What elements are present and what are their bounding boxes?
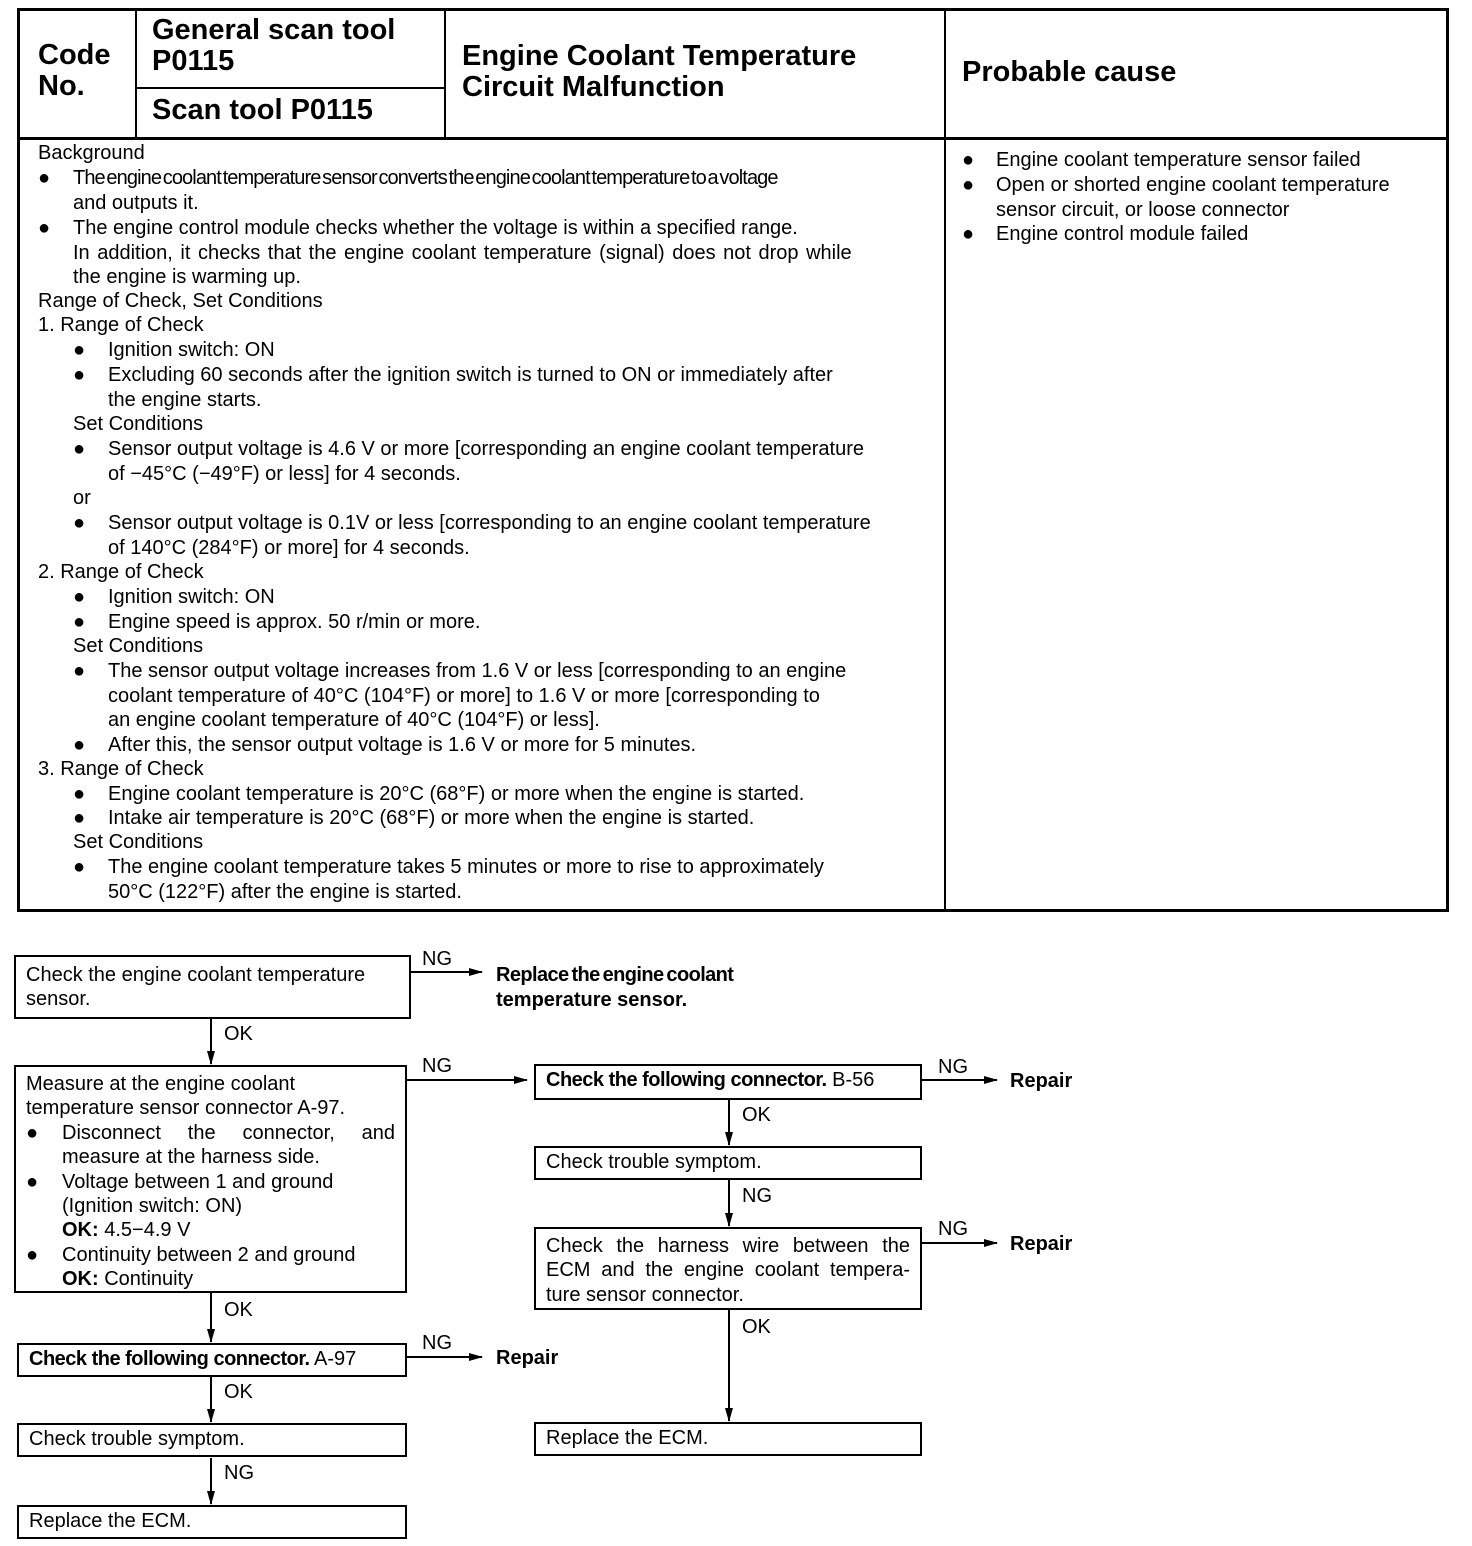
step-check-trouble-symptom: Check trouble symptom. — [17, 1423, 407, 1457]
range-2-set-conditions: Set Conditions — [73, 635, 204, 657]
bullet: ● — [73, 856, 86, 878]
bullet: ● — [73, 734, 86, 756]
range-2-item-2: Engine speed is approx. 50 r/min or more. — [108, 611, 481, 633]
ok-label: OK — [224, 1299, 253, 1321]
bullet: ● — [38, 167, 51, 189]
bullet: ● — [73, 364, 86, 386]
step-replace-ecm: Replace the ECM. — [17, 1505, 407, 1539]
step-check-connector-a97: Check the following connector. A-97 — [17, 1343, 407, 1377]
bullet: ● — [73, 512, 86, 534]
probable-cause-heading: Probable cause — [962, 56, 1177, 88]
bullet: ● — [26, 1243, 39, 1266]
range-1-condition-2: Sensor output voltage is 0.1V or less [corresponding to an engine coolant temperature of 140°C (284°F) or more] for 4 seconds. — [108, 512, 871, 559]
range-1-item-1: Ignition switch: ON — [108, 339, 275, 361]
bullet: ● — [38, 217, 51, 239]
measure-item-3: ● Continuity between 2 and ground OK: Continuity — [26, 1243, 395, 1292]
ng-label: NG — [742, 1185, 772, 1207]
bullet: ● — [26, 1121, 39, 1144]
result-repair: Repair — [496, 1347, 559, 1369]
cause-item-2: Open or shorted engine coolant temperature sensor circuit, or loose connector — [996, 174, 1390, 221]
ng-label: NG — [422, 948, 452, 970]
bullet: ● — [26, 1170, 39, 1193]
bullet: ● — [962, 149, 975, 171]
ng-label: NG — [224, 1462, 254, 1484]
step-replace-ecm-right: Replace the ECM. — [534, 1422, 922, 1456]
range-3-set-conditions: Set Conditions — [73, 831, 204, 853]
step-check-trouble-symptom-right: Check trouble symptom. — [534, 1146, 922, 1180]
step-check-sensor: Check the engine coolant temperature sensor. — [14, 955, 411, 1019]
bullet: ● — [73, 807, 86, 829]
range-3-title: 3. Range of Check — [38, 758, 204, 780]
cause-item-3: Engine control module failed — [996, 223, 1249, 245]
result-repair: Repair — [1010, 1233, 1073, 1255]
scan-tool-code: Scan tool P0115 — [152, 94, 373, 126]
ok-label: OK — [742, 1104, 771, 1126]
step-check-harness-wire: Check the harness wire between the ECM and the engine coolant tempera- ture sensor connector. — [534, 1227, 922, 1310]
bullet: ● — [73, 339, 86, 361]
step-check-connector-b56: Check the following connector. B-56 — [534, 1064, 922, 1100]
range-2-item-1: Ignition switch: ON — [108, 586, 275, 608]
range-2-title: 2. Range of Check — [38, 561, 204, 583]
continuity-spec: OK: Continuity — [62, 1268, 194, 1291]
measure-item-1: ● Disconnect the connector, and measure at the harness side. — [26, 1121, 395, 1169]
bullet: ● — [73, 783, 86, 805]
measure-item-2: ● Voltage between 1 and ground (Ignition switch: ON) OK: 4.5−4.9 V — [26, 1170, 395, 1243]
range-1-item-2: Excluding 60 seconds after the ignition switch is turned to ON or immediately after the engine starts. — [108, 364, 833, 411]
range-1-condition-1: Sensor output voltage is 4.6 V or more [corresponding an engine coolant temperature of −45°C (−49°F) or less] for 4 seconds. — [108, 438, 865, 485]
range-1-title: 1. Range of Check — [38, 314, 204, 336]
result-repair: Repair — [1010, 1070, 1073, 1092]
ng-label: NG — [422, 1055, 452, 1077]
range-heading: Range of Check, Set Conditions — [38, 290, 323, 312]
bullet: ● — [73, 660, 86, 682]
range-2-condition-2: After this, the sensor output voltage is 1.6 V or more for 5 minutes. — [108, 734, 697, 756]
bullet: ● — [73, 438, 86, 460]
bullet: ● — [962, 223, 975, 245]
ok-label: OK — [224, 1023, 253, 1045]
general-scan-tool-code: General scan tool P0115 — [152, 14, 396, 77]
range-3-item-1: Engine coolant temperature is 20°C (68°F) or more when the engine is started. — [108, 783, 805, 805]
range-1-or: or — [73, 487, 91, 509]
ng-label: NG — [938, 1056, 968, 1078]
bullet: ● — [73, 611, 86, 633]
range-1-set-conditions: Set Conditions — [73, 413, 204, 435]
step-measure-connector: Measure at the engine coolant temperature sensor connector A-97. ● Disconnect the connector, and measure at the harness side. ● Voltage between 1 and ground (Ignition switch: ON) OK: 4.5−4.9 V ● Continuity between 2 and ground OK: Continuity — [14, 1065, 407, 1293]
ng-label: NG — [422, 1332, 452, 1354]
background-item-2: The engine control module checks whether the voltage is within a specified range. In addition, it checks that the engine coolant temperature (signal) does not drop while the engine is warming up. — [73, 217, 852, 289]
page-title: Engine Coolant Temperature Circuit Malfunction — [462, 40, 857, 103]
background-heading: Background — [38, 142, 145, 164]
bullet: ● — [73, 586, 86, 608]
ok-label: OK — [224, 1381, 253, 1403]
result-replace-sensor: Replace the engine coolant temperature sensor. — [496, 964, 734, 1011]
cause-item-1: Engine coolant temperature sensor failed — [996, 149, 1361, 171]
range-3-item-2: Intake air temperature is 20°C (68°F) or more when the engine is started. — [108, 807, 755, 829]
background-item-1: The engine coolant temperature sensor converts the engine coolant temperature to a voltage and outputs it. — [73, 167, 778, 214]
voltage-spec: OK: 4.5−4.9 V — [62, 1219, 191, 1242]
ok-label: OK — [742, 1316, 771, 1338]
range-3-condition-1: The engine coolant temperature takes 5 minutes or more to rise to approximately 50°C (122°F) after the engine is started. — [108, 856, 824, 903]
bullet: ● — [962, 174, 975, 196]
code-label: Code No. — [38, 39, 111, 102]
range-2-condition-1: The sensor output voltage increases from 1.6 V or less [corresponding to an engine coolant temperature of 40°C (104°F) or more] to 1.6 V or more [corresponding to an engine coolant temperature of 40°C (104°F) or less]. — [108, 660, 847, 732]
ng-label: NG — [938, 1218, 968, 1240]
